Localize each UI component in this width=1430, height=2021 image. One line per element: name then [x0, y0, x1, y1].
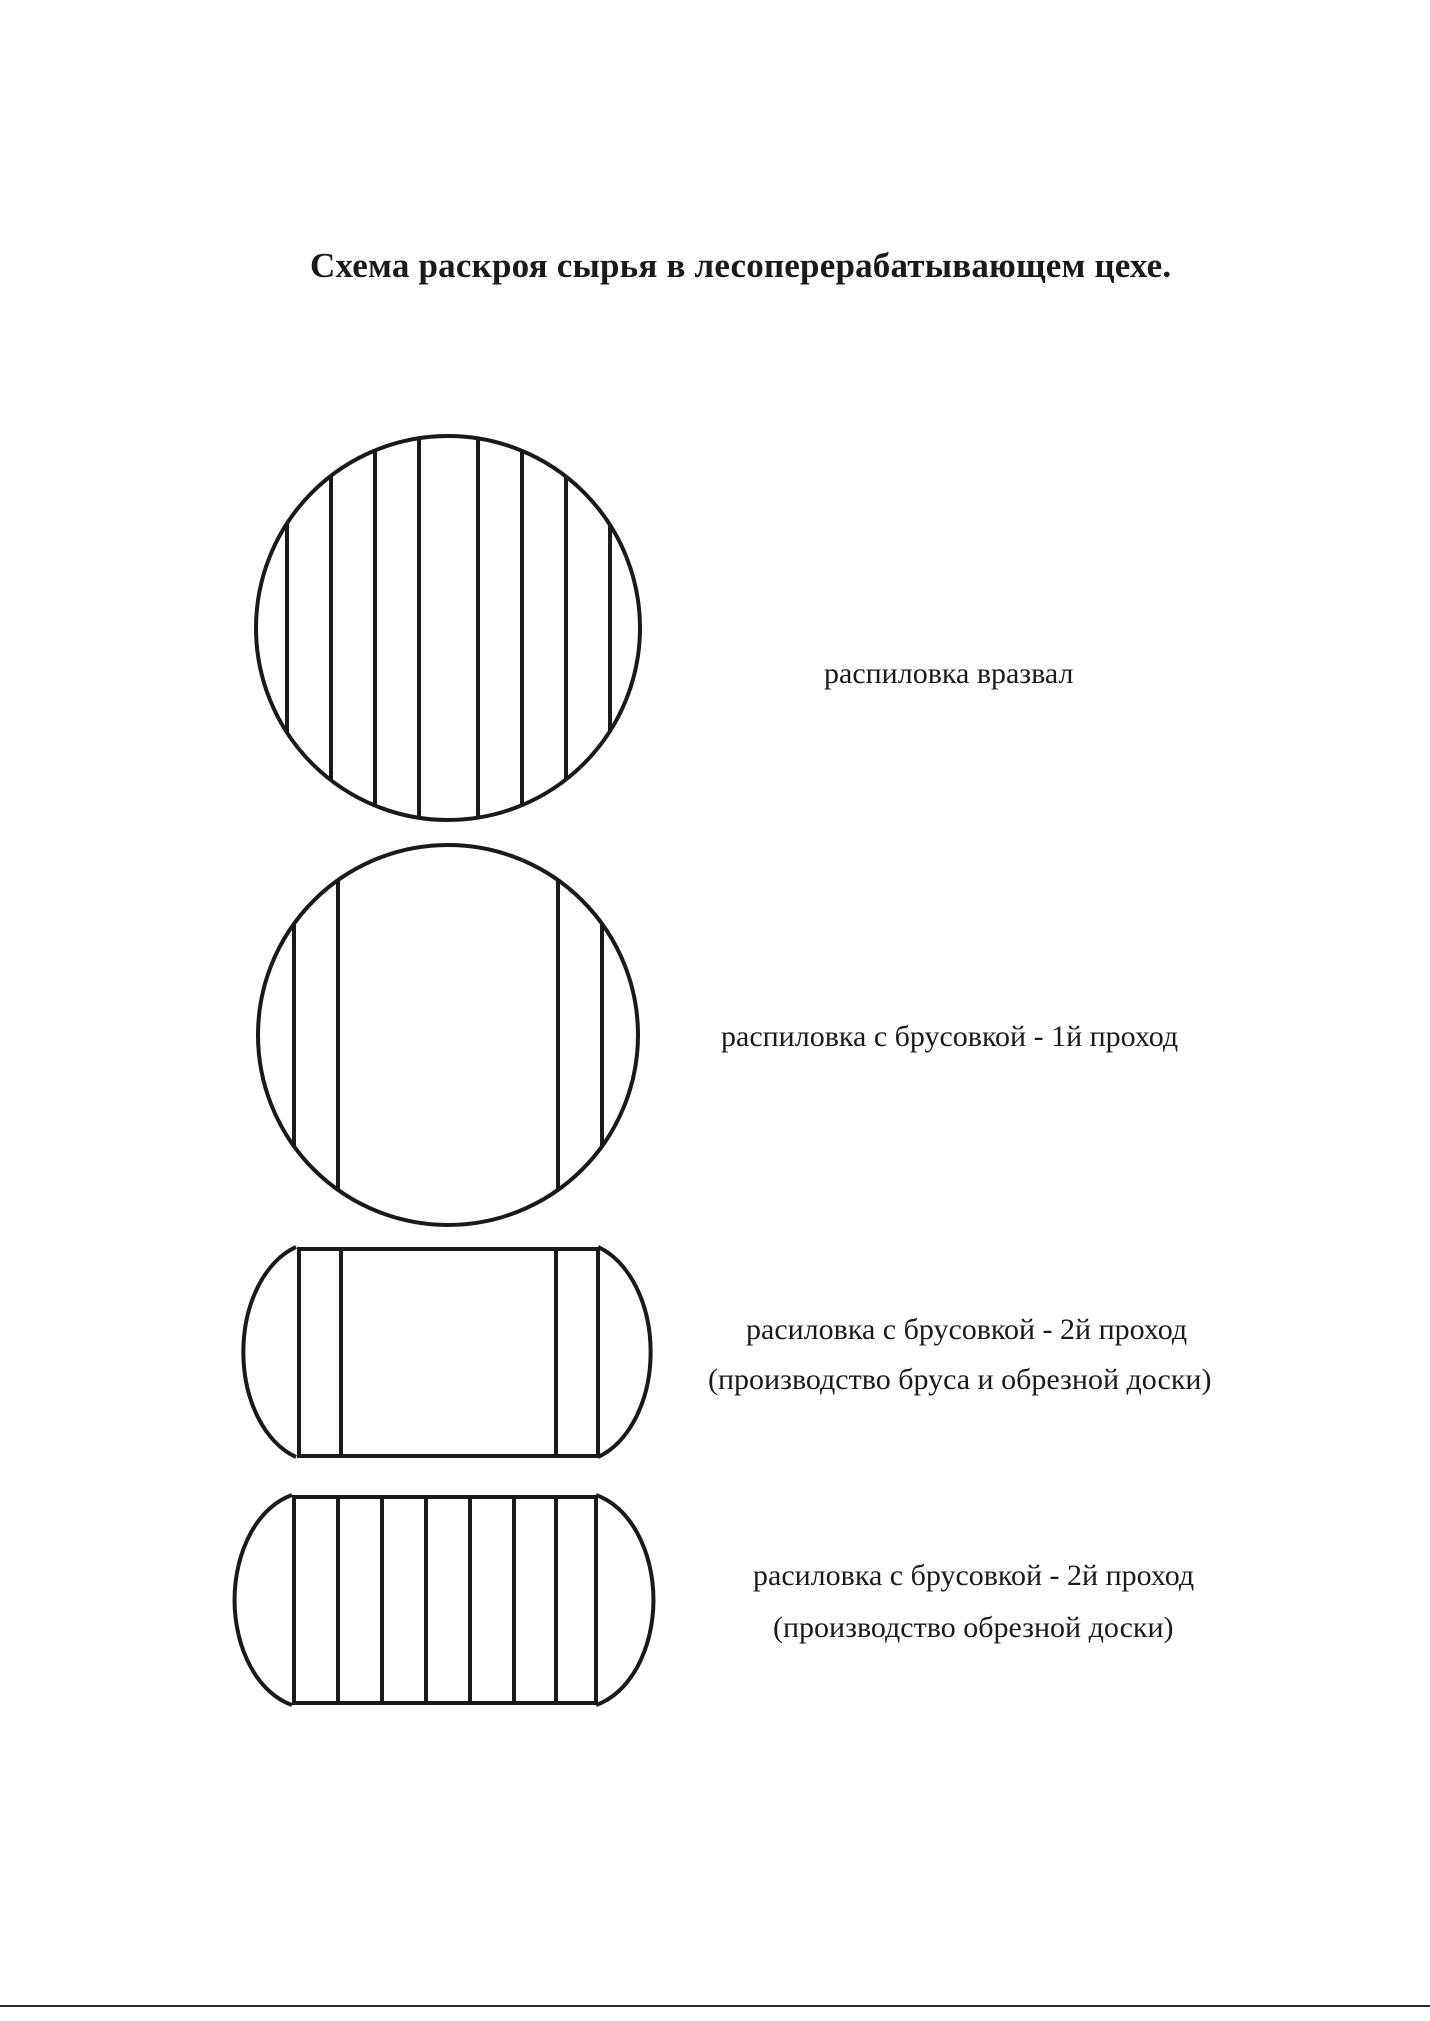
slab-left [243, 1247, 296, 1457]
caption-line: (производство бруса и обрезной доски) [708, 1363, 1212, 1396]
caption-line: (производство обрезной доски) [773, 1611, 1174, 1644]
page-bottom-rule [0, 2005, 1430, 2007]
board-right [556, 1249, 598, 1456]
log-through-sawing [256, 420, 640, 840]
beam [341, 1249, 556, 1456]
caption-cant-sawing-pass-2-beam [708, 1315, 1211, 1395]
caption-line: распиловка вразвал [824, 657, 1074, 690]
caption-line: расиловка с брусовкой - 2й проход [753, 1559, 1195, 1592]
log-cant-sawing-pass-2-beam [243, 1247, 650, 1457]
log-cant-sawing-pass-2-boards [235, 1495, 654, 1705]
caption-cant-sawing-pass-2-boards [753, 1561, 1194, 1643]
page-title: Схема раскроя сырья в лесоперерабатывающем цехе. [310, 246, 1172, 285]
log-outline [258, 845, 638, 1225]
caption-line: распиловка с брусовкой - 1й проход [721, 1020, 1179, 1053]
slab-right [598, 1247, 651, 1457]
slab-right [596, 1495, 653, 1705]
board-left [299, 1249, 341, 1456]
log-outline [256, 436, 640, 820]
caption-cant-sawing-pass-1 [721, 1022, 1178, 1052]
caption-line: расиловка с брусовкой - 2й проход [746, 1313, 1188, 1346]
slab-left [235, 1495, 292, 1705]
caption-through-sawing [824, 659, 1073, 689]
log-cant-sawing-pass-1 [258, 830, 638, 1240]
